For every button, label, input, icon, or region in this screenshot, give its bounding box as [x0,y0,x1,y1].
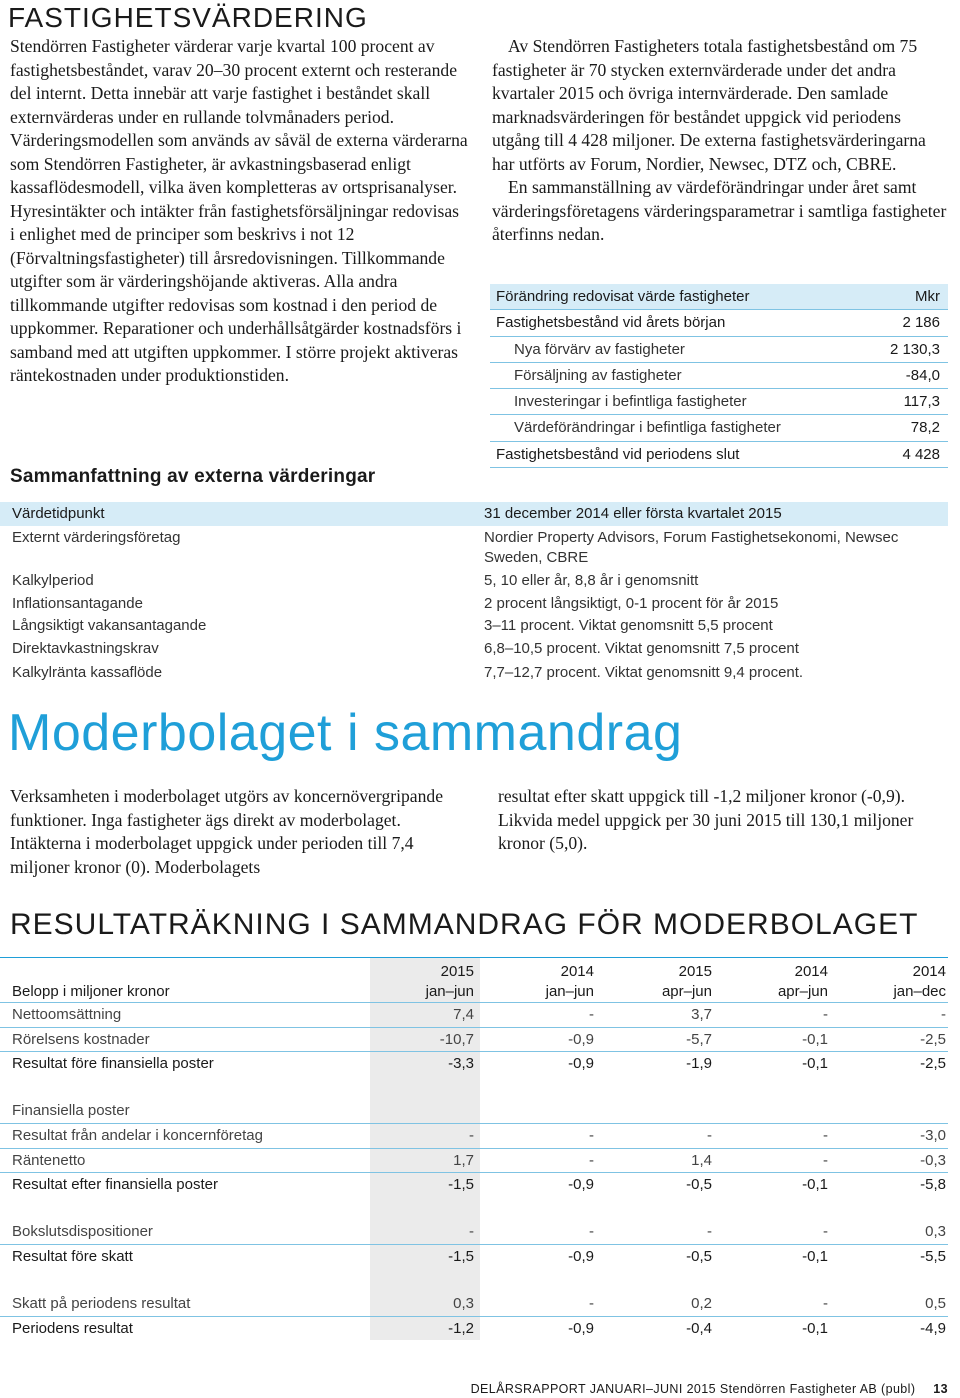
change-row-label: Fastighetsbestånd vid årets början [496,314,726,332]
summary-row-label: Kalkylränta kassaflöde [12,664,163,681]
parent-right-text: resultat efter skatt uppgick till -1,2 miljoner kronor (-0,9). Likvida medel uppgick per 30 juni 2015 till 130,1 miljoner kronor (5,0). [498,786,914,853]
income-label-header: Belopp i miljoner kronor [12,983,170,1000]
change-row-value: 2 186 [902,314,940,332]
change-table-header [490,284,948,310]
summary-row [0,593,948,616]
change-row-label: Fastighetsbestånd vid periodens slut [496,445,740,463]
table-row: Periodens resultat -1,2 -0,9 -0,4 -0,1 -4,9 [0,1317,948,1341]
page-number: 13 [933,1382,948,1396]
summary-row [0,528,948,570]
valuation-paragraph-1: Stendörren Fastigheter värderar varje kvartal 100 procent av fastighetsbeståndet, varav 20–30 procent externt och resterande del internt. Detta innebär att varje fastighet i beståndet skall externvärderas under en rullande tolvmånaders period. Värderingsmodellen som används av såväl de externa värderarna som Stendörren Fastigheter, är avkastningsbaserad enligt kassaflödesmodell, vilka även kompletteras av ortsprisanalyser. [10,36,468,197]
change-table-row [490,389,948,415]
table-row: Nettoomsättning 7,4 - 3,7 - - [0,1003,948,1028]
table-row: Resultat från andelar i koncernföretag - - - - -3,0 [0,1124,948,1149]
income-col-header: 2015 jan–jun [370,958,480,1002]
section-title-valuation: FASTIGHETSVÄRDERING [8,2,368,33]
summary-title: Sammanfattning av externa värderingar [10,466,376,487]
table-row: Resultat före finansiella poster -3,3 -0,9 -1,9 -0,1 -2,5 [0,1052,948,1076]
income-col-header: 2014 jan–jun [545,963,594,1000]
footer-company: Stendörren Fastigheter AB (publ) [719,1382,916,1396]
change-row-value: 117,3 [903,393,940,411]
summary-row-label: Långsiktigt vakansantagande [12,617,207,634]
summary-row-value: 2 procent långsiktigt, 0-1 procent för år 2015 [484,594,779,612]
valuation-paragraph-3: Av Stendörren Fastigheters totala fastighetsbestånd om 75 fastigheter är 70 stycken externvärderade under det andra kvartaler 2015 och övriga internvärderade. Den samlade marknadsvärderingen för beståndet uppgick vid periodens utgång till 4 428 miljoner. De externa fastighetsvärderingarna har utförts av Forum, Nordier, Newsec, DTZ och, CBRE. [492,36,926,174]
income-col-header: 2015 apr–jun [661,963,712,1000]
spacer-row [0,1197,948,1220]
income-statement-title: RESULTATRÄKNING I SAMMANDRAG FÖR MODERBOLAGET [10,908,919,941]
footer-report-title: DELÅRSRAPPORT JANUARI–JUNI 2015 [470,1382,716,1396]
table-row: Bokslutsdispositioner - - - - 0,3 [0,1220,948,1245]
change-row-value: -84,0 [905,366,940,384]
income-col-header: 2014 apr–jun [777,963,828,1000]
summary-row-label: Externt värderingsföretag [12,529,181,546]
income-statement-table [0,958,948,1340]
change-row-value: 78,2 [910,419,940,437]
summary-header-value: 31 december 2014 eller första kvartalet 2015 [484,505,782,522]
table-row: Räntenetto 1,7 - 1,4 - -0,3 [0,1149,948,1174]
table-row: Resultat efter finansiella poster -1,5 -0,9 -0,5 -0,1 -5,8 [0,1173,948,1197]
change-in-value-table [490,284,948,468]
summary-row-value: 3–11 procent. Viktat genomsnitt 5,5 procent [484,617,773,634]
summary-row-value: Nordier Property Advisors, Forum Fastighetsekonomi, Newsec Sweden, CBRE [484,529,899,566]
summary-row [0,638,948,661]
spacer-row [0,1076,948,1099]
income-col-header: 2014 jan–dec [893,963,946,1000]
change-table-header-label: Förändring redovisat värde fastigheter [496,288,750,305]
change-row-value: 2 130,3 [889,340,940,358]
valuation-paragraph-2: Hyresintäkter och intäkter från fastighetsförsäljningar redovisas i enlighet med de principer som beskrivs i not 12 (Förvaltningsfastigheter) till årsredovisningen. Tillkommande utgifter som är värderingshöjande aktiveras. Alla andra tillkommande utgifter redovisas som kostnad i den period de uppkommer. Reparationer och underhållsåtgärder kostnadsförs i samband med att utgiften uppkommer. I större projekt aktiveras räntekostnaden under produktionstiden. [10,200,462,385]
income-header-row [0,958,948,1003]
change-table-row [490,442,948,468]
summary-row-label: Inflationsantagande [12,594,143,612]
change-row-label: Värdeförändringar i befintliga fastigheter [514,419,781,437]
change-table-header-unit: Mkr [915,288,940,305]
change-row-label: Nya förvärv av fastigheter [514,340,685,358]
summary-row [0,570,948,593]
table-row: Skatt på periodens resultat 0,3 - 0,2 - 0,5 [0,1292,948,1317]
summary-row-label: Kalkylperiod [12,572,94,589]
summary-row-value: 6,8–10,5 procent. Viktat genomsnitt 7,5 procent [484,639,799,657]
table-row: Resultat före skatt -1,5 -0,9 -0,5 -0,1 -5,5 [0,1245,948,1269]
valuation-right-column [492,35,948,247]
summary-row [0,615,948,638]
change-row-label: Investeringar i befintliga fastigheter [514,393,747,411]
change-table-row [490,337,948,363]
summary-row-label: Direktavkastningskrav [12,639,159,657]
summary-row-value: 7,7–12,7 procent. Viktat genomsnitt 9,4 procent. [484,664,804,681]
spacer-row [0,1269,948,1292]
parent-company-title: Moderbolaget i sammandrag [8,704,683,762]
summary-header-row [0,502,948,526]
valuation-left-column [10,35,468,388]
page-footer [471,1382,948,1396]
summary-header-label: Värdetidpunkt [12,505,105,522]
table-row: Rörelsens kostnader -10,7 -0,9 -5,7 -0,1 -2,5 [0,1028,948,1053]
change-row-value: 4 428 [902,445,940,463]
parent-left-text: Verksamheten i moderbolaget utgörs av koncernövergripande funktioner. Inga fastigheter ägs direkt av moderbolaget. Intäkterna i moderbolaget uppgick under perioden till 7,4 miljoner kronor (0). Moderbolagets [10,786,444,877]
change-table-row [490,415,948,441]
change-row-label: Försäljning av fastigheter [514,366,682,384]
summary-table [0,502,948,686]
change-table-row [490,363,948,389]
table-row: Finansiella poster [0,1099,948,1124]
change-table-row [490,310,948,336]
valuation-paragraph-4: En sammanställning av värdeförändringar under året samt värderingsföretagens värderingsparametrar i samtliga fastigheter återfinns nedan. [492,177,947,244]
summary-row [0,660,948,686]
summary-row-value: 5, 10 eller år, 8,8 år i genomsnitt [484,572,699,589]
